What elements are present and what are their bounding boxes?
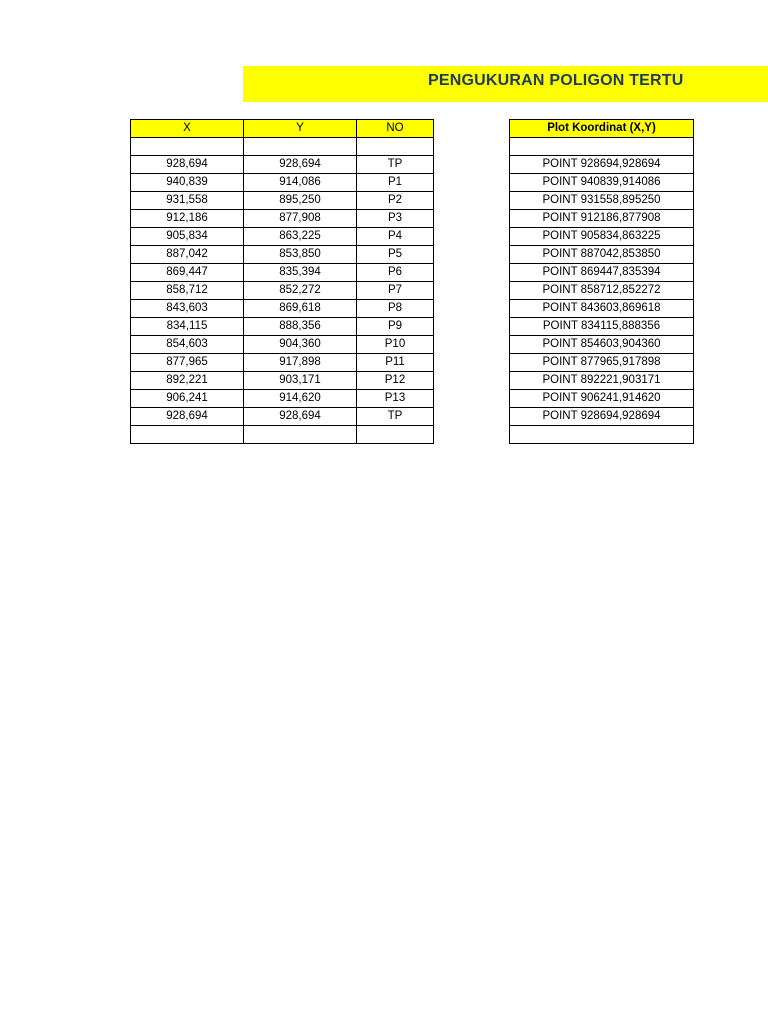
cell-no[interactable]: P3: [357, 210, 434, 228]
cell-no[interactable]: [357, 138, 434, 156]
cell-no[interactable]: TP: [357, 408, 434, 426]
table-row: [131, 300, 434, 318]
table-row: [131, 372, 434, 390]
table-row: [131, 408, 434, 426]
cell-y[interactable]: 917,898: [244, 354, 357, 372]
cell-no[interactable]: TP: [357, 156, 434, 174]
cell-y[interactable]: 863,225: [244, 228, 357, 246]
cell-y[interactable]: 869,618: [244, 300, 357, 318]
table-row: [510, 426, 694, 444]
table-row: [131, 354, 434, 372]
table-row: [510, 156, 694, 174]
cell-x[interactable]: 940,839: [131, 174, 244, 192]
table-row: [510, 372, 694, 390]
table-row: [510, 210, 694, 228]
cell-x[interactable]: 931,558: [131, 192, 244, 210]
table-row: [510, 228, 694, 246]
cell-no[interactable]: P13: [357, 390, 434, 408]
cell-x[interactable]: 854,603: [131, 336, 244, 354]
cell-plot[interactable]: POINT 928694,928694: [510, 156, 694, 174]
column-header-y: Y: [244, 120, 357, 138]
table-row: [131, 192, 434, 210]
cell-x[interactable]: [131, 426, 244, 444]
table-row: [510, 300, 694, 318]
plot-table-body: [510, 138, 694, 444]
coordinate-table-header-row: [131, 120, 434, 138]
cell-y[interactable]: 835,394: [244, 264, 357, 282]
column-header-x: X: [131, 120, 244, 138]
cell-no[interactable]: P10: [357, 336, 434, 354]
table-row: [131, 390, 434, 408]
cell-y[interactable]: 914,086: [244, 174, 357, 192]
page-title: PENGUKURAN POLIGON TERTU: [428, 72, 684, 89]
cell-plot[interactable]: POINT 912186,877908: [510, 210, 694, 228]
cell-no[interactable]: P6: [357, 264, 434, 282]
cell-y[interactable]: [244, 138, 357, 156]
cell-plot[interactable]: POINT 858712,852272: [510, 282, 694, 300]
table-row: [131, 174, 434, 192]
cell-x[interactable]: 905,834: [131, 228, 244, 246]
table-row: [131, 426, 434, 444]
plot-table-header-row: [510, 120, 694, 138]
plot-table: [509, 119, 694, 444]
cell-x[interactable]: 906,241: [131, 390, 244, 408]
cell-x[interactable]: 892,221: [131, 372, 244, 390]
column-header-plot: Plot Koordinat (X,Y): [510, 120, 694, 138]
table-row: [510, 354, 694, 372]
table-row: [510, 138, 694, 156]
cell-plot[interactable]: POINT 906241,914620: [510, 390, 694, 408]
cell-no[interactable]: P9: [357, 318, 434, 336]
cell-no[interactable]: P5: [357, 246, 434, 264]
cell-no[interactable]: P12: [357, 372, 434, 390]
table-row: [510, 408, 694, 426]
cell-no[interactable]: P8: [357, 300, 434, 318]
coordinate-table: [130, 119, 434, 444]
cell-y[interactable]: 914,620: [244, 390, 357, 408]
cell-x[interactable]: 834,115: [131, 318, 244, 336]
cell-plot[interactable]: POINT 931558,895250: [510, 192, 694, 210]
table-row: [131, 156, 434, 174]
table-row: [131, 282, 434, 300]
cell-plot[interactable]: [510, 138, 694, 156]
title-bar: [243, 66, 768, 102]
table-row: [131, 246, 434, 264]
cell-y[interactable]: 877,908: [244, 210, 357, 228]
table-row: [510, 390, 694, 408]
cell-x[interactable]: 877,965: [131, 354, 244, 372]
cell-plot[interactable]: POINT 869447,835394: [510, 264, 694, 282]
table-row: [510, 174, 694, 192]
cell-x[interactable]: 928,694: [131, 408, 244, 426]
table-row: [131, 228, 434, 246]
cell-plot[interactable]: [510, 426, 694, 444]
table-row: [131, 264, 434, 282]
cell-x[interactable]: 858,712: [131, 282, 244, 300]
cell-plot[interactable]: POINT 905834,863225: [510, 228, 694, 246]
column-header-no: NO: [357, 120, 434, 138]
cell-no[interactable]: P2: [357, 192, 434, 210]
cell-y[interactable]: 895,250: [244, 192, 357, 210]
cell-plot[interactable]: POINT 843603,869618: [510, 300, 694, 318]
table-row: [510, 264, 694, 282]
cell-no[interactable]: P7: [357, 282, 434, 300]
cell-plot[interactable]: POINT 834115,888356: [510, 318, 694, 336]
cell-plot[interactable]: POINT 887042,853850: [510, 246, 694, 264]
table-row: [510, 336, 694, 354]
cell-y[interactable]: 888,356: [244, 318, 357, 336]
table-row: [510, 246, 694, 264]
cell-y[interactable]: 853,850: [244, 246, 357, 264]
table-row: [131, 336, 434, 354]
cell-y[interactable]: 904,360: [244, 336, 357, 354]
cell-x[interactable]: [131, 138, 244, 156]
cell-plot[interactable]: POINT 940839,914086: [510, 174, 694, 192]
cell-x[interactable]: 912,186: [131, 210, 244, 228]
cell-y[interactable]: 928,694: [244, 408, 357, 426]
cell-no[interactable]: P4: [357, 228, 434, 246]
table-row: [510, 318, 694, 336]
cell-plot[interactable]: POINT 877965,917898: [510, 354, 694, 372]
table-row: [131, 318, 434, 336]
cell-x[interactable]: 869,447: [131, 264, 244, 282]
coordinate-table-body: [131, 138, 434, 444]
cell-y[interactable]: 852,272: [244, 282, 357, 300]
table-row: [131, 138, 434, 156]
table-row: [510, 282, 694, 300]
cell-x[interactable]: 887,042: [131, 246, 244, 264]
cell-x[interactable]: 843,603: [131, 300, 244, 318]
cell-y[interactable]: 903,171: [244, 372, 357, 390]
cell-no[interactable]: P11: [357, 354, 434, 372]
cell-y[interactable]: 928,694: [244, 156, 357, 174]
table-row: [131, 210, 434, 228]
cell-no[interactable]: P1: [357, 174, 434, 192]
cell-plot[interactable]: POINT 928694,928694: [510, 408, 694, 426]
table-row: [510, 192, 694, 210]
cell-no[interactable]: [357, 426, 434, 444]
cell-plot[interactable]: POINT 892221,903171: [510, 372, 694, 390]
cell-plot[interactable]: POINT 854603,904360: [510, 336, 694, 354]
cell-x[interactable]: 928,694: [131, 156, 244, 174]
cell-y[interactable]: [244, 426, 357, 444]
